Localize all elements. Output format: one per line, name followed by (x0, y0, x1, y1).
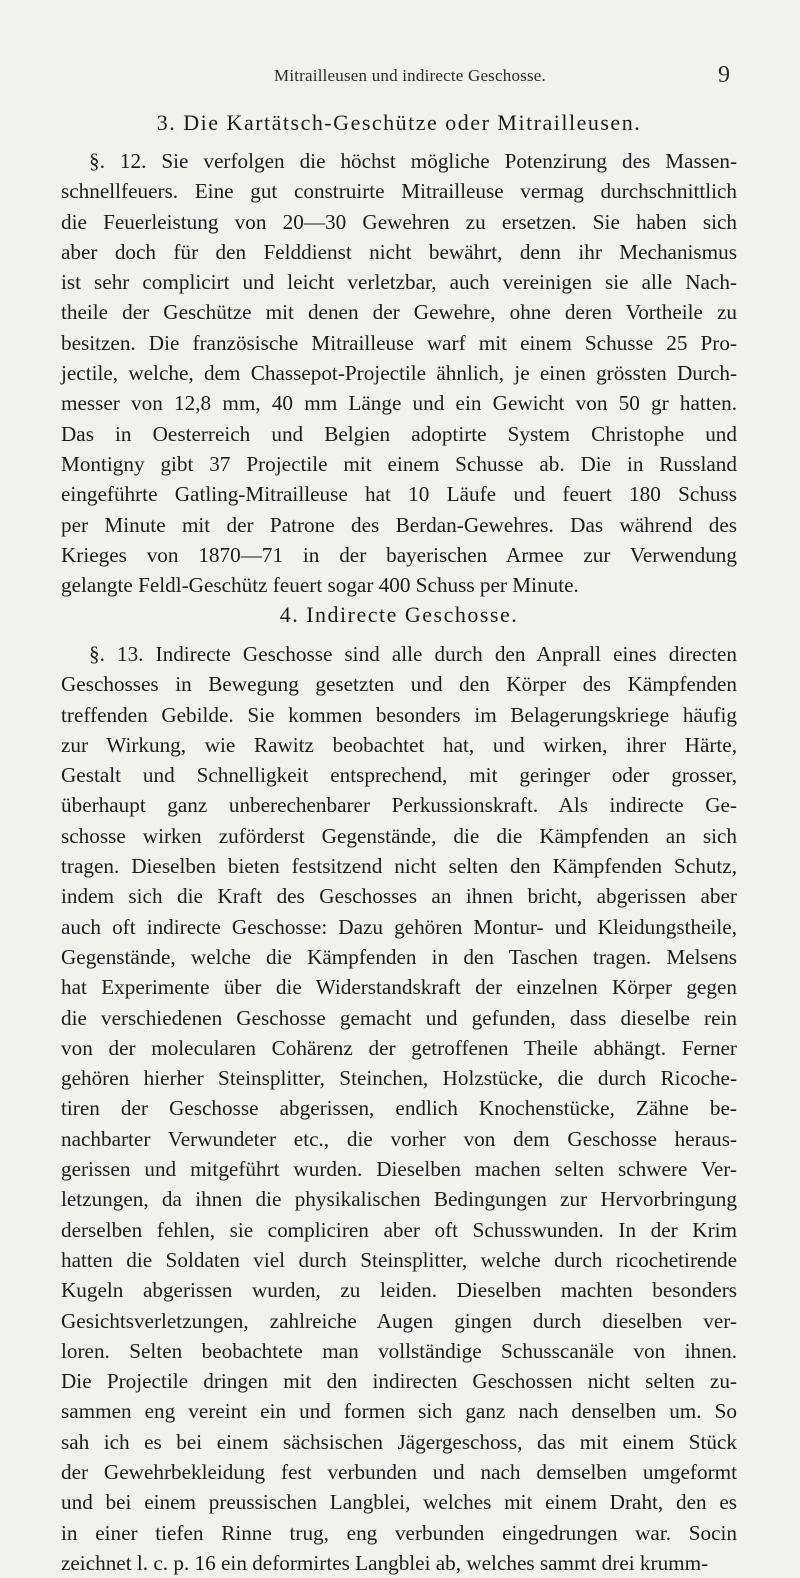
text-line: sammen eng vereint ein und formen sich ganz nach denselben um. So (61, 1399, 737, 1424)
text-line: überhaupt ganz unberechenbarer Perkussionskraft. Als indirecte Ge- (61, 793, 737, 818)
text-line: die verschiedenen Geschosse gemacht und gefunden, dass dieselbe rein (61, 1005, 737, 1030)
text-line: besitzen. Die französische Mitrailleuse warf mit einem Schusse 25 Pro- (61, 330, 737, 355)
text-line: die Feuerleistung von 20—30 Gewehren zu ersetzen. Sie haben sich (61, 209, 737, 234)
text-line: schnellfeuers. Eine gut construirte Mitrailleuse vermag durchschnittlich (61, 179, 737, 204)
text-line: Krieges von 1870—71 in der bayerischen Armee zur Verwendung (61, 542, 737, 567)
text-line: Die Projectile dringen mit den indirecten Geschossen nicht selten zu- (61, 1369, 737, 1394)
text-line: Gestalt und Schnelligkeit entsprechend, mit geringer oder grosser, (61, 763, 737, 788)
text-line: gehören hierher Steinsplitter, Steinchen, Holzstücke, die durch Ricoche- (61, 1066, 737, 1091)
text-line: nachbarter Verwundeter etc., die vorher von dem Geschosse heraus- (61, 1126, 737, 1151)
text-line: von der molecularen Cohärenz der getroffenen Theile abhängt. Ferner (61, 1035, 737, 1060)
section-heading-4: 4. Indirecte Geschosse. (279, 602, 519, 627)
text-line: tiren der Geschosse abgerissen, endlich Knochenstücke, Zähne be- (61, 1096, 737, 1121)
text-line: jectile, welche, dem Chassepot-Projectile ähnlich, je einen grössten Durch- (61, 361, 737, 386)
text-line: und bei einem preussischen Langblei, welches mit einem Draht, den es (61, 1490, 737, 1515)
text-line: schosse wirken zuförderst Gegenstände, die die Kämpfenden an sich (61, 823, 737, 848)
text-line: sah ich es bei einem sächsischen Jägergeschoss, das mit einem Stück (61, 1429, 737, 1454)
section-3-body (61, 146, 737, 600)
text-line: der Gewehrbekleidung fest verbunden und nach demselben umgeformt (61, 1460, 737, 1485)
text-line: Gesichtsverletzungen, zahlreiche Augen gingen durch dieselben ver- (61, 1308, 737, 1333)
text-line: tragen. Dieselben bieten festsitzend nicht selten den Kämpfenden Schutz, (61, 854, 737, 879)
text-line: Kugeln abgerissen wurden, zu leiden. Dieselben machten besonders (61, 1278, 737, 1303)
running-head: Mitrailleusen und indirecte Geschosse. (274, 66, 546, 85)
text-line: per Minute mit der Patrone des Berdan-Gewehres. Das während des (61, 512, 737, 537)
page-number: 9 (718, 62, 730, 88)
text-line: derselben fehlen, sie compliciren aber oft Schusswunden. In der Krim (61, 1217, 737, 1242)
text-line: messer von 12,8 mm, 40 mm Länge und ein Gewicht von 50 gr hatten. (61, 391, 737, 416)
text-line: eingeführte Gatling-Mitrailleuse hat 10 Läufe und feuert 180 Schuss (61, 482, 737, 507)
text-line: indem sich die Kraft des Geschosses an ihnen bricht, abgerissen aber (61, 884, 737, 909)
text-line: gelangte Feldl-Geschütz feuert sogar 400 Schuss per Minute. (61, 573, 579, 598)
text-line: Montigny gibt 37 Projectile mit einem Schusse ab. Die in Russland (61, 451, 737, 476)
text-line: theile der Geschütze mit denen der Gewehre, ohne deren Vortheile zu (61, 300, 737, 325)
text-line: zur Wirkung, wie Rawitz beobachtet hat, und wirken, ihrer Härte, (61, 732, 737, 757)
section-heading-3: 3. Die Kartätsch-Geschütze oder Mitrailleusen. (156, 110, 642, 135)
text-line: Geschosses in Bewegung gesetzten und den Körper des Kämpfenden (61, 672, 737, 697)
text-line: auch oft indirecte Geschosse: Dazu gehören Montur- und Kleidungstheile, (61, 914, 737, 939)
text-line: Das in Oesterreich und Belgien adoptirte System Christophe und (61, 421, 737, 446)
text-line: hatten die Soldaten viel durch Steinsplitter, welche durch ricochetirende (61, 1247, 737, 1272)
text-line: Gegenstände, welche die Kämpfenden in den Taschen tragen. Melsens (61, 944, 737, 969)
text-line: loren. Selten beobachtete man vollständige Schusscanäle von ihnen. (61, 1338, 737, 1363)
text-line: hat Experimente über die Widerstandskraft der einzelnen Körper gegen (61, 975, 737, 1000)
text-line: gerissen und mitgeführt wurden. Dieselben machen selten schwere Ver- (61, 1157, 737, 1182)
text-line: letzungen, da ihnen die physikalischen Bedingungen zur Hervorbringung (61, 1187, 737, 1212)
text-line: zeichnet l. c. p. 16 ein deformirtes Langblei ab, welches sammt drei krumm- (61, 1550, 709, 1575)
text-line: §. 12. Sie verfolgen die höchst mögliche Potenzirung des Massen- (89, 149, 737, 173)
text-line: aber doch für den Felddienst nicht bewährt, denn ihr Mechanismus (61, 239, 737, 264)
text-line: treffenden Gebilde. Sie kommen besonders im Belagerungskriege häufig (61, 702, 737, 727)
text-line: §. 13. Indirecte Geschosse sind alle durch den Anprall eines directen (89, 642, 737, 666)
section-4-body (61, 639, 737, 1578)
text-line: in einer tiefen Rinne trug, eng verbunden eingedrungen war. Socin (61, 1520, 737, 1545)
text-line: ist sehr complicirt und leicht verletzbar, auch vereinigen sie alle Nach- (61, 270, 737, 295)
